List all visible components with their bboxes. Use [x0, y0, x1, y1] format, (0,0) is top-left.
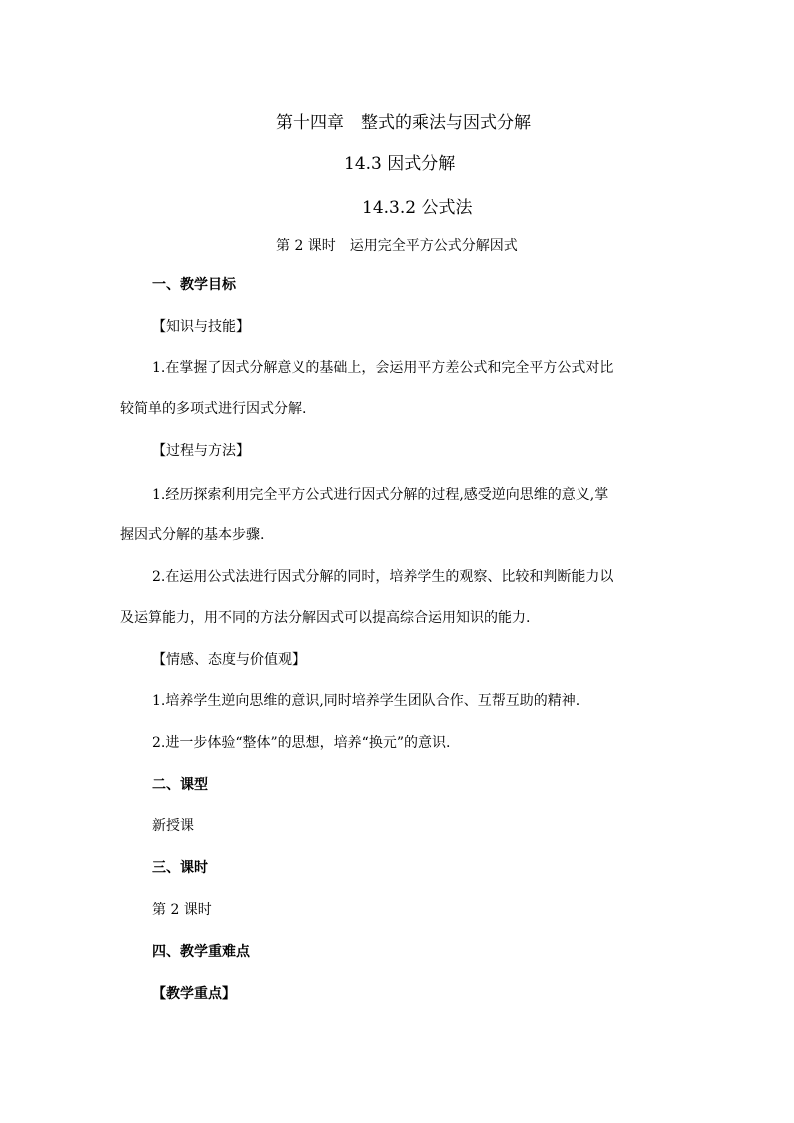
section-title: 14.3 因式分解 — [344, 154, 456, 174]
heading-teaching-goals: 一、教学目标 — [152, 277, 236, 293]
heading-class-hours: 三、课时 — [152, 860, 208, 876]
paragraph-line: 第 2 课时 — [152, 902, 212, 918]
lesson-title: 第 2 课时 运用完全平方公式分解因式 — [276, 238, 518, 254]
subheading-process: 【过程与方法】 — [152, 443, 250, 459]
paragraph-line: 1.经历探索利用完全平方公式进行因式分解的过程,感受逆向思维的意义,掌 — [152, 487, 609, 503]
subheading-key-points: 【教学重点】 — [152, 986, 236, 1002]
heading-lesson-type: 二、课型 — [152, 777, 208, 793]
paragraph-line: 1.在掌握了因式分解意义的基础上，会运用平方差公式和完全平方公式对比 — [152, 360, 614, 376]
paragraph-line: 握因式分解的基本步骤. — [120, 527, 265, 543]
paragraph-line: 2.在运用公式法进行因式分解的同时，培养学生的观察、比较和判断能力以 — [152, 569, 614, 585]
paragraph-line: 及运算能力，用不同的方法分解因式可以提高综合运用知识的能力. — [120, 610, 531, 626]
paragraph-line: 1.培养学生逆向思维的意识,同时培养学生团队合作、互帮互助的精神. — [152, 693, 581, 709]
subheading-knowledge: 【知识与技能】 — [152, 319, 250, 335]
paragraph-line: 较简单的多项式进行因式分解. — [120, 401, 307, 417]
subheading-emotion: 【情感、态度与价值观】 — [152, 652, 306, 668]
paragraph-line: 2.进一步体验“整体”的思想，培养“换元”的意识. — [152, 735, 451, 751]
subsection-title: 14.3.2 公式法 — [362, 198, 473, 218]
chapter-title: 第十四章 整式的乘法与因式分解 — [276, 113, 531, 133]
paragraph-line: 新授课 — [152, 818, 194, 834]
heading-key-difficult-points: 四、教学重难点 — [152, 944, 250, 960]
